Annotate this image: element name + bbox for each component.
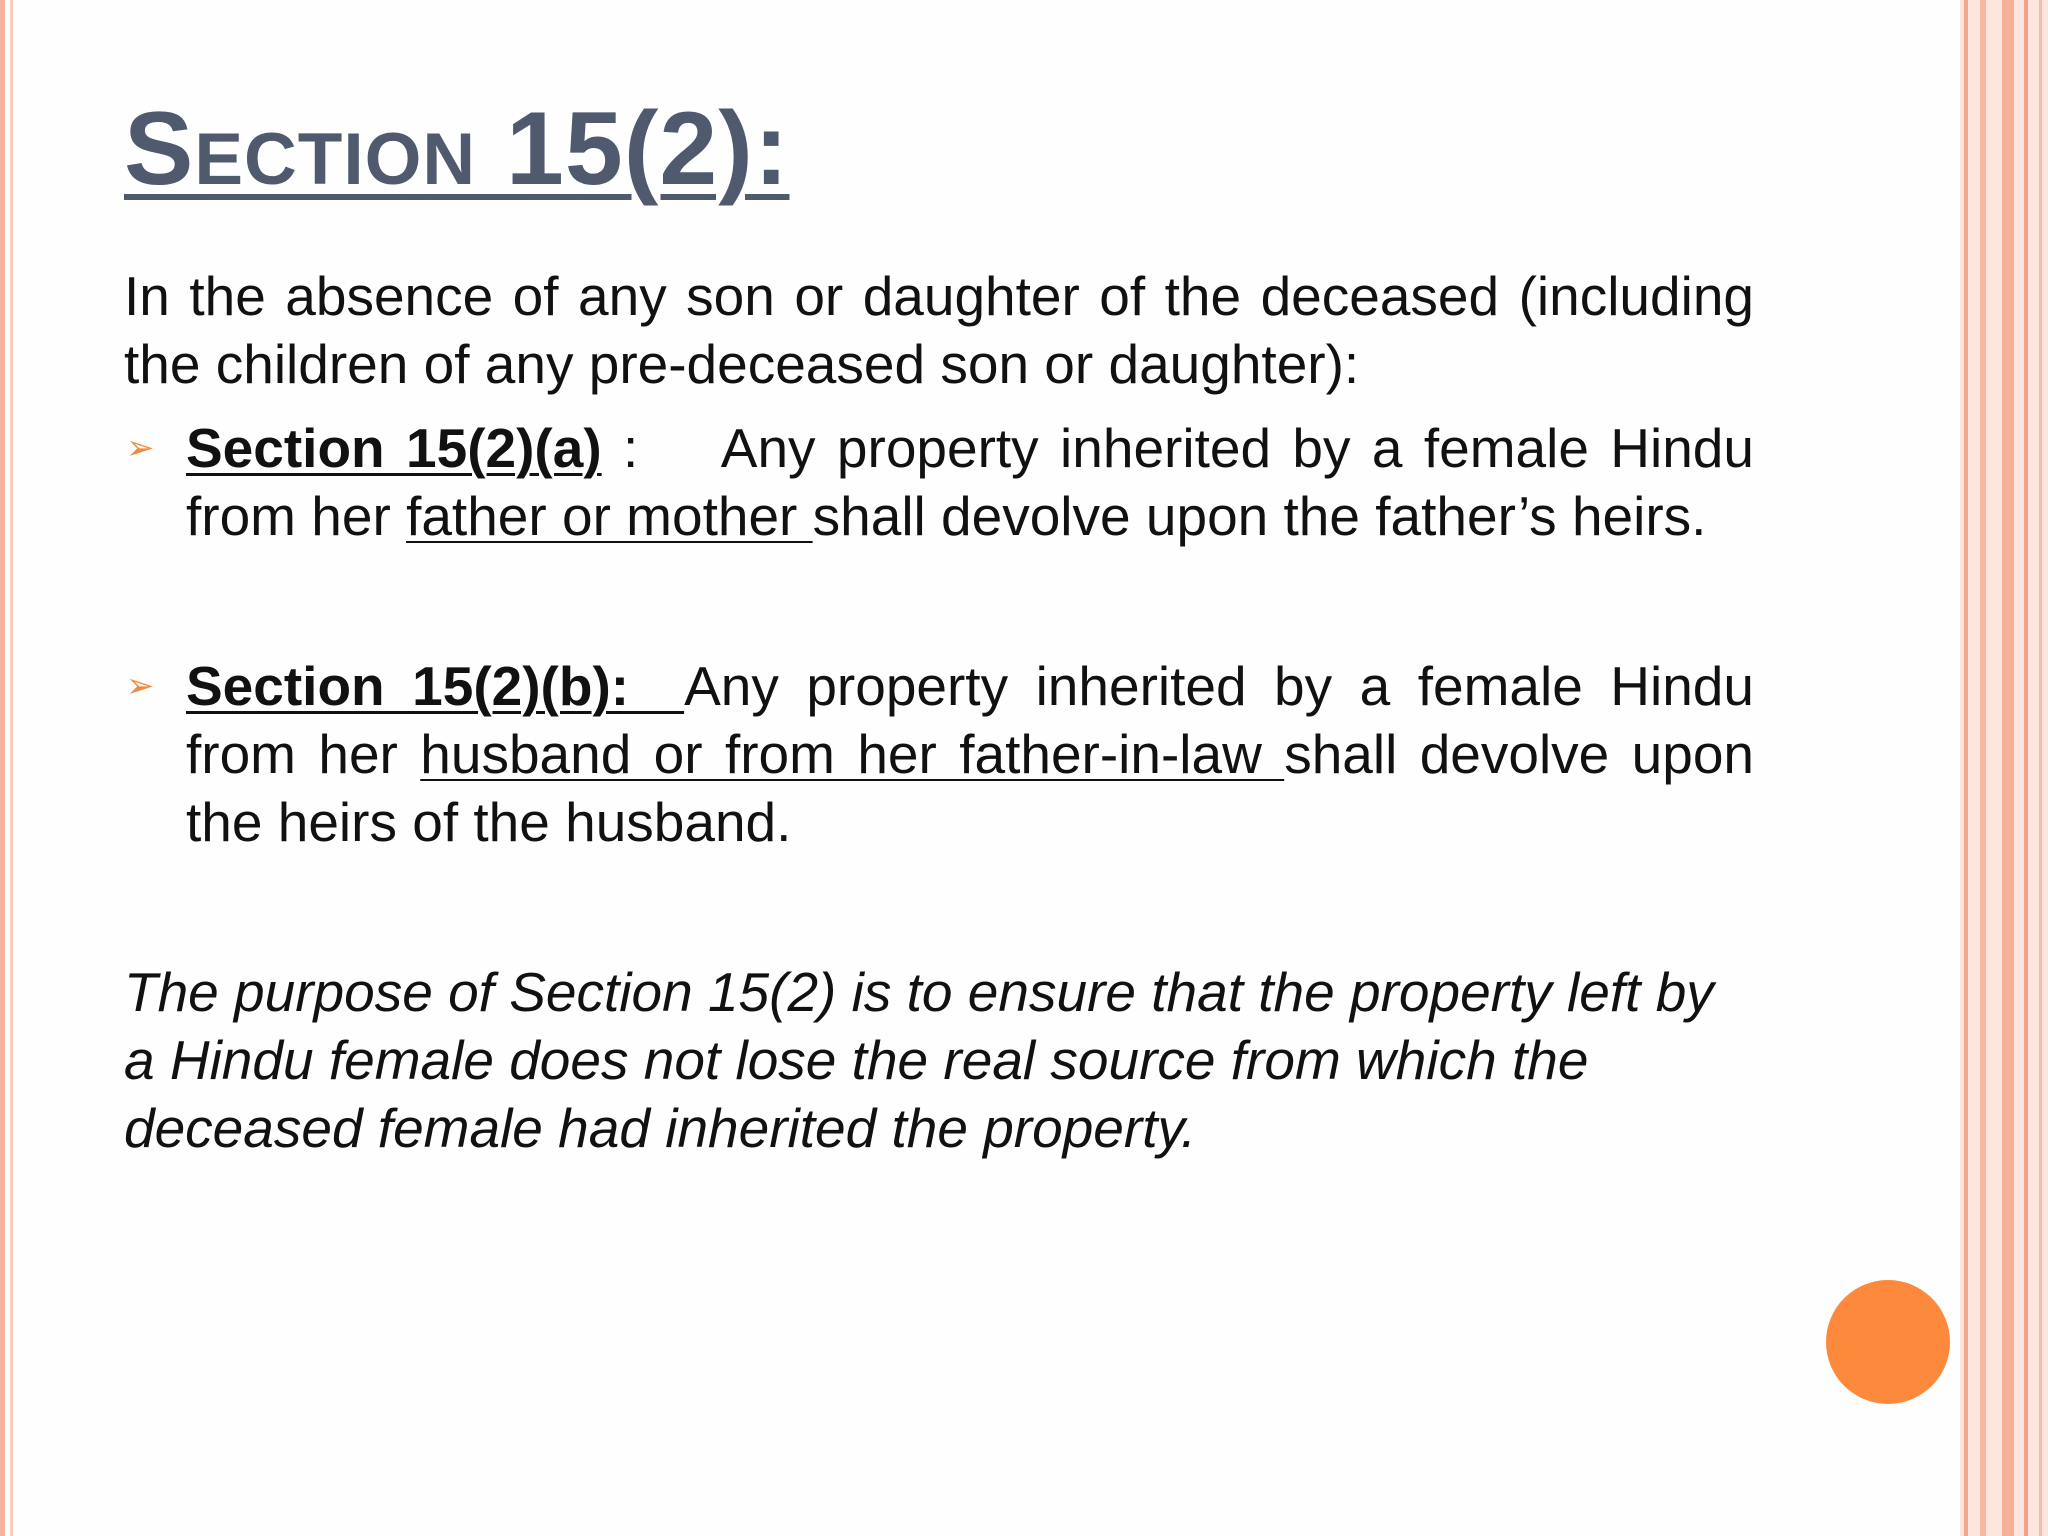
underlined-phrase: father or mother bbox=[406, 485, 813, 547]
left-border-stripe-inner bbox=[10, 0, 13, 1536]
right-border-line bbox=[1964, 0, 1968, 1536]
purpose-paragraph: The purpose of Section 15(2) is to ensure that the property left by a Hindu female does not lose the real source from which the deceased female had inherited the property. bbox=[124, 961, 1714, 1159]
bullet-text-tail: shall devolve upon the father’s heirs. bbox=[812, 485, 1707, 547]
bullet-text: Any property inherited by a female Hindu from her bbox=[186, 655, 1754, 785]
slide-body bbox=[124, 262, 1754, 1162]
right-border-line bbox=[2039, 0, 2042, 1536]
bullet-text: Any property inherited by a female Hindu from her bbox=[186, 417, 1754, 547]
right-border-line bbox=[1980, 0, 1986, 1536]
right-border-line bbox=[2002, 0, 2014, 1536]
slide-title: Section 15(2): bbox=[124, 91, 790, 207]
bullet-text-tail: shall devolve upon the heirs of the husband. bbox=[186, 723, 1755, 853]
right-border-line bbox=[2024, 0, 2028, 1536]
bullet-list bbox=[124, 414, 1754, 856]
section-label: Section 15(2)(b): bbox=[186, 655, 685, 717]
left-border-stripe bbox=[0, 0, 5, 1536]
arrow-bullet-icon: ➢ bbox=[126, 667, 155, 705]
underlined-phrase: husband or from her father-in-law bbox=[420, 723, 1285, 785]
section-label: Section 15(2)(a) bbox=[186, 417, 602, 479]
bullet-section-15-2-a bbox=[124, 414, 1754, 550]
bullet-section-15-2-b bbox=[124, 652, 1754, 856]
orange-circle-icon bbox=[1826, 1280, 1950, 1404]
intro-paragraph: In the absence of any son or daughter of the deceased (including the children of any pre-deceased son or daughter): bbox=[124, 265, 1754, 395]
label-separator: : bbox=[601, 417, 721, 479]
arrow-bullet-icon: ➢ bbox=[126, 429, 155, 467]
